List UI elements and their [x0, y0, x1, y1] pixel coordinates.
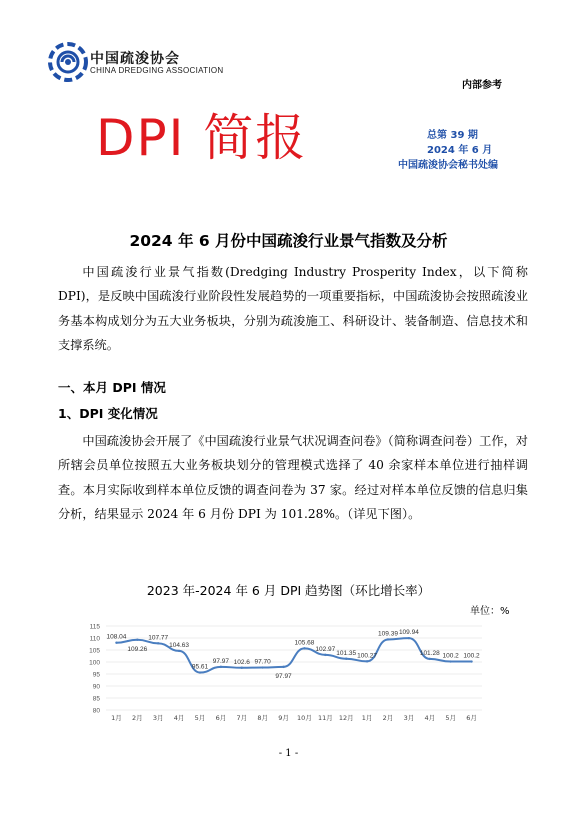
y-tick-label: 85: [92, 695, 100, 703]
data-label: 100.2: [442, 652, 459, 660]
data-label: 97.70: [254, 658, 271, 666]
data-point: [220, 666, 222, 668]
data-point: [303, 647, 305, 649]
x-tick-label: 5月: [194, 714, 206, 722]
dpi-trend-chart: [72, 618, 492, 728]
data-label: 109.94: [398, 629, 419, 637]
data-point: [178, 650, 180, 652]
data-point: [387, 638, 389, 640]
issue-editor: 中国疏浚协会秘书处编: [398, 160, 498, 171]
chart-unit: 单位：%: [470, 606, 510, 617]
x-tick-label: 3月: [403, 714, 415, 722]
data-label: 101.35: [336, 649, 357, 657]
data-label: 97.97: [212, 657, 230, 665]
data-label: 97.97: [275, 672, 292, 680]
data-label: 100.27: [357, 652, 378, 660]
section-1-1-text: 中国疏浚协会开展了《中国疏浚行业景气状况调查问卷》（简称调查问卷）工作，对所辖会员单位按照五大业务板块划分的管理模式选择了 40 余家样本单位进行抽样调查。本月实际收到样本单位反馈的调查问卷为 37 家。经过对样本单位反馈的信息归集分析，结果显示 2024 年 6 月份 DPI 为 101.28%。（详见下图）。: [58, 434, 528, 522]
data-point: [429, 658, 431, 660]
x-tick-label: 8月: [257, 714, 268, 722]
brand-title: DPI 简报: [96, 109, 308, 167]
data-label: 102.6: [233, 658, 250, 666]
internal-reference-label: 内部参考: [462, 80, 502, 91]
x-tick-label: 6月: [466, 714, 477, 722]
y-tick-label: 90: [92, 683, 100, 691]
data-label: 95.61: [191, 663, 209, 671]
data-label: 109.39: [378, 630, 398, 638]
data-point: [241, 667, 243, 669]
intro-text: 中国疏浚行业景气指数(Dredging Industry Prosperity Index，以下简称 DPI)，是反映中国疏浚行业阶段性发展趋势的一项重要指标，中国疏浚协会按照疏浚业务基本构成划分为五大业务板块，分别为疏浚施工、科研设计、装备制造、信息技术和支撑系统。: [58, 265, 528, 353]
x-tick-label: 9月: [278, 714, 289, 722]
data-label: 108.04: [106, 633, 127, 641]
x-tick-label: 6月: [215, 714, 227, 722]
x-tick-label: 10月: [297, 714, 312, 722]
issue-total: 总第 39 期: [427, 130, 478, 141]
issue-info: [398, 128, 525, 173]
data-label: 100.2: [463, 652, 480, 660]
page-number: - 1 -: [278, 748, 299, 759]
data-point: [449, 660, 451, 662]
data-point: [115, 642, 117, 644]
data-point: [136, 639, 138, 641]
org-name-en: CHINA DREDGING ASSOCIATION: [90, 66, 224, 75]
y-tick-label: 105: [89, 647, 100, 655]
data-point: [157, 642, 159, 644]
x-tick-label: 7月: [236, 714, 248, 722]
data-label: 104.63: [169, 641, 190, 649]
x-tick-label: 2月: [132, 714, 143, 722]
document-title: 2024 年 6 月份中国疏浚行业景气指数及分析: [129, 232, 448, 250]
chart-title: 2023 年-2024 年 6 月 DPI 趋势图（环比增长率）: [146, 583, 431, 598]
data-label: 105.68: [294, 639, 315, 647]
data-label: 102.97: [315, 645, 336, 653]
section-1-1-paragraph: [58, 429, 528, 527]
x-tick-label: 11月: [317, 714, 333, 722]
data-label: 109.26: [127, 645, 148, 653]
data-label: 101.28: [419, 649, 440, 657]
x-tick-label: 2月: [382, 714, 394, 722]
intro-paragraph: [58, 260, 528, 358]
data-point: [408, 637, 410, 639]
data-point: [199, 671, 201, 673]
x-tick-label: 12月: [338, 714, 354, 722]
data-point: [470, 660, 472, 662]
x-tick-label: 1月: [361, 714, 373, 722]
y-tick-label: 115: [89, 623, 100, 631]
data-point: [366, 660, 368, 662]
data-point: [261, 666, 263, 668]
x-tick-label: 5月: [445, 714, 456, 722]
y-tick-label: 80: [92, 707, 100, 715]
y-tick-label: 95: [92, 671, 100, 679]
section-1-1-heading: 1、DPI 变化情况: [58, 406, 158, 421]
data-label: 107.77: [148, 634, 169, 642]
x-tick-label: 4月: [173, 714, 185, 722]
issue-date: 2024 年 6 月: [427, 145, 493, 156]
y-tick-label: 100: [89, 659, 100, 667]
data-point: [345, 658, 347, 660]
y-tick-label: 110: [89, 635, 100, 643]
x-tick-label: 3月: [152, 714, 164, 722]
x-tick-label: 4月: [424, 714, 436, 722]
data-point: [324, 654, 326, 656]
x-tick-label: 1月: [111, 714, 122, 722]
association-logo: [48, 42, 88, 82]
section-1-heading: 一、本月 DPI 情况: [58, 380, 166, 395]
data-point: [282, 666, 284, 668]
org-name-cn: 中国疏浚协会: [90, 51, 180, 67]
